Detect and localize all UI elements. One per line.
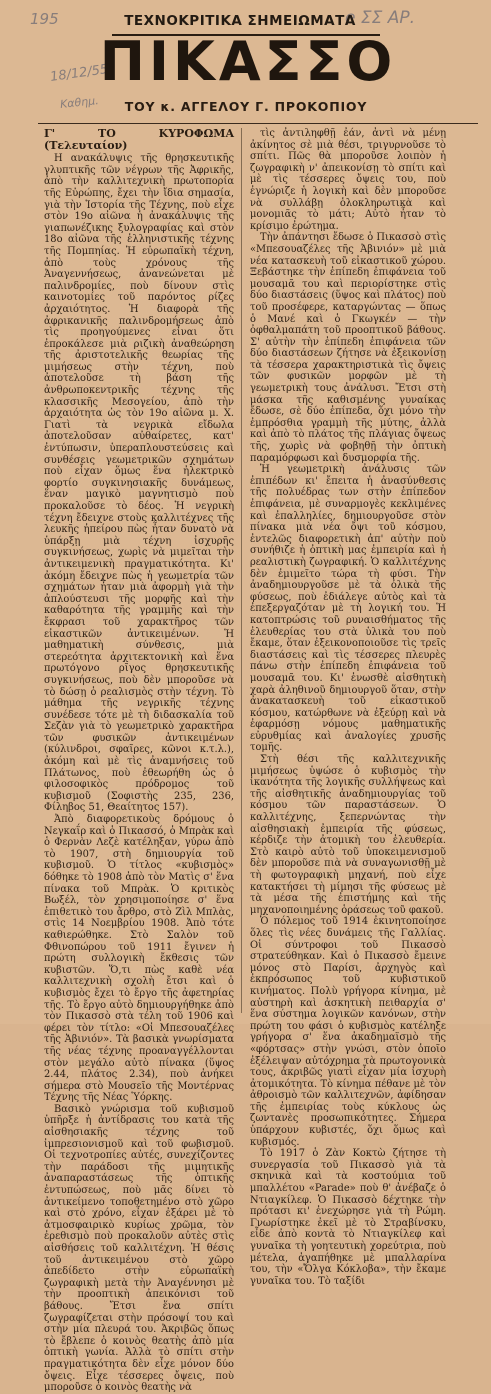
left-paragraph: Βασικὸ γνώρισμα τοῦ κυβισμοῦ ὑπῆρξε ἡ ἀντίδρασις του κατὰ τῆς αἰσθησιακῆς τέχνης τοῦ ἰμπρεσιονισμοῦ καὶ τοῦ φωβισμοῦ. Οἱ τεχνοτροπίες αὐτές, συνεχίζοντες τὴν παράδοσι τῆς μιμητικῆς ἀναπαραστάσεως τῆς ὀπτικῆς ἐντυπώσεως, ποὺ μᾶς δίνει τὸ ἀντικείμενο τοποθετημένο στὸ χῶρο καὶ στὸ χρόνο, εἶχαν ἐξάρει μὲ τὸ ἀτμοσφαιρικὸ κυρίως χρῶμα, τὸν ἐρεθισμὸ ποὺ προκαλοῦν αὐτὲς στὶς αἰσθήσεις τοῦ καλλιτέχνη. Ἡ θέσις τοῦ ἀντικειμένου στὸ χῶρο ἀπεδίδετο στὴν εὐρωπαϊκὴ ζωγραφικὴ μετὰ τὴν Ἀναγέννησι μὲ τὴν προοπτικὴ ἀπεικόνισι τοῦ βάθους. Ἔτσι ἕνα σπίτι ζωγραφίζεται στὴν πρόσοψί του καὶ στὴν μία πλευρά του. Ἀκριβῶς ὅπως τὸ ἔβλεπε ὁ κοινὸς θεατὴς ἀπὸ μία ὀπτικὴ γωνία. Ἀλλὰ τὸ σπίτι στὴν πραγματικότητα δὲν εἶχε μόνον δύο ὄψεις. Εἶχε τέσσερες ὄψεις, ποὺ μποροῦσε ὁ κοινὸς θεατὴς νὰ xyxy=(44,1103,234,1394)
right-paragraph: Στὴ θέσι τῆς καλλιτεχνικῆς μιμήσεως ὑψώσε ὁ κυβισμὸς τὴν ἱκανότητα τῆς λογικῆς συλλήψεως καὶ τῆς αἰσθητικῆς ἀναδημιουργίας τοῦ κόσμου τῶν παραστάσεων. Ὁ καλλιτέχνης, ξεπερνώντας τὴν αἰσθησιακὴ ἐμπειρία τῆς φύσεως, κέρδιζε τὴν ἀτομικὴ του ἐλευθερία. Στὸ καιρὸ αὐτὸ τοῦ ὑποκειμενισμοῦ δὲν μποροῦσε πιὰ νὰ συναγωνισθῇ μὲ τὴ φωτογραφικὴ μηχανή, ποὺ εἶχε κατακτήσει τὴ μίμησι τῆς φύσεως μὲ τὰ μέσα τῆς ἐπιστήμης καὶ τῆς μηχανοποιημένης ὁράσεως τοῦ φακοῦ. xyxy=(250,754,446,916)
right-paragraph: Τὸ 1917 ὁ Ζὰν Κοκτὼ ζήτησε τὴ συνεργασία τοῦ Πικασσὸ γιὰ τὰ σκηνικὰ καὶ τὰ κοστούμια τοῦ μπαλλέτου «Parade» ποὺ θ' ἀνέβαζε ὁ Ντιαγκίλεφ. Ὁ Πικασσὸ δέχτηκε τὴν πρότασι κι' ἐνεχώρησε γιὰ τὴ Ρώμη. Γνωρίστηκε ἐκεῖ μὲ τὸ Στραβίνσκυ, εἶδε ἀπὸ κοντὰ τὸ Ντιαγκίλεφ καὶ γυναῖκα τὴ γοητευτικὴ χορεύτρια, ποὺ μέτελα, ἀγαπήθηκε μὲ μπαλλαρίνα του, τὴν «Ὄλγα Κόκλοβα», τὴν ἔκαμε γυναῖκα του. Τὸ ταξίδι xyxy=(250,1148,446,1287)
right-paragraph: Ἡ γεωμετρικὴ ἀνάλυσις τῶν ἐπιπέδων κι' ἔπειτα ἡ ἀνασύνθεσις τῆς πολυέδρας των στὴν ἐπίπεδον ἐπιφάνεια, μὲ συναρμογὲς κεκλιμένες καὶ ἐπαλληλίες, δημιουργοῦσε στὸν πίνακα μιὰ νέα ὄψι τοῦ κόσμου, ἐντελῶς διαφορετικὴ ἀπ' αὐτὴν ποὺ συνήθιζε ἡ ὀπτικὴ μας ἐμπειρία καὶ ἡ ρεαλιστικὴ ζωγραφική. Ὁ καλλιτέχνης δὲν ἐμιμεῖτο τώρα τὴ φύσι. Τὴν ἀναδημιουργοῦσε μὲ τὰ ὀλικὰ τῆς φύσεως, ποὺ ἐδιάλεγε αὐτὸς καὶ τὰ ἐπεξεργαζόταν μὲ τὴ λογική του. Ἡ κατοπτρώσις τοῦ ρυναισθήματος τῆς ἐλευθερίας του στὰ ὑλικὰ του ποὺ ἔκαμε, ὅταν ἐξεικονοποιοῦσε τὶς τρεῖς διαστάσεις καὶ τὶς τέσσερες πλευρὲς πάνω στὴν ἐπίπεδη ἐπιφάνεια τοῦ μουσαμᾶ του. Κι' ἑνωσθὲ αἰσθητικὴ χαρὰ ἀληθινοῦ δημιουργοῦ ὅταν, στὴν ἀνακατασκευὴ τοῦ εἰκαστικοῦ κόσμου, κατώρθωνε νὰ ἐξεύρῃ καὶ νὰ ἐφαρμόσῃ νόμους μαθηματικῆς εὐρυθμίας καὶ ἀναλογίες χρυσῆς τομῆς. xyxy=(250,464,446,754)
article-title: ΠΙΚΑΣΣΟ xyxy=(99,30,397,93)
article-subheading: Γ' ΤΟ ΚΥΡΟΦΩΜΑ (Τελευταίον) xyxy=(44,127,234,152)
right-paragraph: Ὁ πόλεμος τοῦ 1914 ἐκινητοποίησε ὅλες τὶς νέες δυνάμεις τῆς Γαλλίας. Οἱ σύντροφοι τοῦ Πικασσὸ στρατεύθηκαν. Καὶ ὁ Πικασσὸ ἔμεινε μόνος στὸ Παρίσι, ἀρχηγὸς καὶ ἐκπρόσωπος τοῦ κυβιστικοῦ κινήματος. Πολὺ γρήγορα κίνημα, μὲ αὐστηρὴ καὶ ἀσκητικὴ πειθαρχία σ' ἕνα σύστημα λογικῶν κανόνων, στὴν πρώτη του φάσι ὁ κυβισμὸς κατέληξε γρήγορα σ' ἕνα ἀκαδημαϊσμὸ τῆς «φόρτσας» στὴν γνώσι, στὸν ὁποῖο ἐξέλειψαν αὐτόχρημα τὰ πρωτογονικὰ τους, ἀκριβῶς γιατὶ εἶχαν μία ἰσχυρὴ ἀτομικότητα. Τὸ κίνημα πέθανε μὲ τὸν ἀθροισμὸ τῶν καλλιτεχνῶν, ἀφίδησαν τῆς ἐμπειρίας τοὺς κύκλους ὡς ζωντανὲς προσωπικότητες. Σήμερα ὑπάρχουν κυβιστές, ὅχι ὅμως καὶ κυβισμός. xyxy=(250,916,446,1148)
left-column xyxy=(44,127,234,1394)
pencil-date: 18/12/55 xyxy=(49,62,110,85)
column-divider xyxy=(241,128,242,1013)
left-paragraph: Η ανακάλυψις τῆς θρησκευτικῆς γλυπτικῆς τῶν νέγρων τῆς Ἀφρικῆς, ἀπὸ τὴν καλλιτεχνικὴ πρωτοπορία τῆς Εὐρώπης, ἔχει τὴν ἴδια σημασία, γιὰ τὴν Ἱστορία τῆς Τέχνης, ποὺ εἶχε στὸν 19ο αἰῶνα ἡ ἀνακάλυψις τῆς γιαπωνέζικης ξυλογραφίας καὶ στὸν 18ο αἰῶνα τῆς ἑλληνιστικῆς τέχνης τῆς Πομπηίας. Ἡ εὐρωπαϊκὴ τέχνη, ἀπὸ τοὺς χρόνους τῆς Ἀναγεννήσεως, ἀνανεώνεται μὲ παλινδρομίες, ποὺ δίνουν στὶς καινοτομίες τοῦ παρόντος ρίζες ἀρχαιότητος. Ἡ διαφορὰ τῆς ἀφρικανικῆς παλινδρομήσεως ἀπὸ τὶς προηγούμενες εἶναι ὅτι ἐπροκάλεσε μιὰ ριζικὴ ἀναθεώρηση τῆς ἀριστοτελικῆς θεωρίας τῆς μιμήσεως στὴν τέχνη, ποὺ ἀποτελοῦσε τὴ βάση τῆς ἀνθρωποκεντρικῆς τέχνης τῆς κλασσικῆς Μεσογείου, ἀπὸ τὴν ἀρχαιότητα ὡς τὸν 19ο αἰῶνα μ. Χ. Γιατὶ τὰ νεγρικὰ εἴδωλα ἀποτελοῦσαν αὐθαίρετες, κατ' ἐντύπωσιν, ὑπεραπλουστεύσεις καὶ συνθέσεις γεωμετρικῶν σχημάτων ποὺ εἶχαν ὅμως ἕνα ἠλεκτρικὸ φορτίο συγκινησιακῆς δυνάμεως, ἕναν μαγικὸ μαγνητισμὸ ποὺ προκαλοῦσε τὸ δέος. Ἡ νεγρικὴ τέχνη ἔδειχνε στοὺς καλλιτέχνες τῆς λευκῆς ἠπείρου πὼς ἦταν δυνατὸ νὰ ὑπάρξῃ μιὰ τέχνη ἰσχυρῆς συγκινήσεως, χωρὶς νὰ μιμεῖται τὴν ἀντικειμενικὴ πραγματικότητα. Κι' ἀκόμη ἔδειχνε πὼς ἡ γεωμετρία τῶν σχημάτων ἦταν μιὰ ἀφορμὴ γιὰ τὴν ἀπλούστευσι τῆς μορφῆς καὶ τὴν καθαρότητα τῆς γραμμῆς καὶ τὴν ἔκφρασι τοῦ χαρακτῆρος τῶν εἰκαστικῶν ἀντικειμένων. Ἡ μαθηματικὴ σύνθεσις, μιὰ στερεότητα ἀρχιτεκτονικὴ καὶ ἕνα πρωτόγονο ρῖγος θρησκευτικῆς συγκινήσεως, ποὺ δὲν μποροῦσε νὰ τὸ δώσῃ ὁ ρεαλισμὸς στὴν τέχνη. Τὸ μάθημα τῆς νεγρικῆς τέχνης συνέδεσε τότε μὲ τὴ διδασκαλία τοῦ Σεζὰν γιὰ τὸ γεωμετρικὸ χαρακτῆρα τῶν φυσικῶν ἀντικειμένων (κύλινδροι, σφαῖρες, κῶνοι κ.τ.λ.), ἀκόμη καὶ μὲ τὶς ἀναμνήσεις τοῦ Πλάτωνος, ποὺ ἐθεωρήθη ὡς ὁ φιλοσοφικὸς πρόδρομος τοῦ κυβισμοῦ (Σοφιστὴς 235, 236, Φίληβος 51, Θεαίτητος 157). xyxy=(44,153,234,814)
pencil-source: Καθημ. xyxy=(59,94,100,111)
section-header: ΤΕΧΝΟΚΡΙΤΙΚΑ ΣΗΜΕΙΩΜΑΤΑ xyxy=(124,13,356,29)
left-paragraph: Ἀπὸ διαφορετικοὺς δρόμους ὁ Νεγκαΐρ καὶ ὁ Πικασσό, ὁ Μπρὰκ καὶ ὁ Φερνὰν Λεζὲ κατέληξαν, γύρω ἀπὸ τὸ 1907, στὴ δημιουργία τοῦ κυβισμοῦ. Ὁ τίτλος «κυβισμὸς» δόθηκε τὸ 1908 ἀπὸ τὸν Ματὶς σ' ἕνα πίνακα τοῦ Μπρὰκ. Ὁ κριτικὸς Βωξέλ, τὸν χρησιμοποίησε σ' ἕνα ἐπιθετικὸ του ἄρθρο, στὸ Ζὶλ Μπλὰς, στὶς 14 Νοεμβρίου 1908. Ἀπὸ τότε καθιερώθηκε. Στὸ Σαλὸν τοῦ Φθινοπώρου τοῦ 1911 ἔγινεν ἡ πρώτη συλλογικὴ ἔκθεσις τῶν κυβιστῶν. Ὅ,τι πὼς καθὲ νέα καλλιτεχνικὴ σχολὴ ἔτσι καὶ ὁ κυβισμὸς ἔχει τὸ ἔργο τῆς ἀφετηρίας τῆς. Τὸ ἔργο αὐτὸ δημιουργήθηκε ἀπὸ τὸν Πικασσὸ στὰ τέλη τοῦ 1906 καὶ φέρει τὸν τίτλο: «Οἱ Μπεσουαζέλες τῆς Ἀβινιόν». Τὰ βασικὰ γνωρίσματα τῆς νέας τέχνης προαναγγέλλονται στὸν μεγάλο αὐτὸ πίνακα (ὕψος 2.44, πλάτος 2.34), ποὺ ἀνήκει σήμερα στὸ Μουσεῖο τῆς Μοντέρνας Τέχνης τῆς Νέας Ὑόρκης. xyxy=(44,814,234,1104)
top-divider xyxy=(38,123,478,124)
pencil-note-top-left: 195 xyxy=(30,10,59,28)
right-paragraph: τὶς ἀντιληφθῇ ἐάν, ἀντὶ νὰ μένῃ ἀκίνητος σὲ μιὰ θέσι, τριγυρνοῦσε τὸ σπίτι. Πῶς θὰ μποροῦσε λοιπὸν ἡ ζωγραφικὴ ν' ἀπεικονίσῃ τὸ σπίτι καὶ μὲ τὶς τέσσερες ὄψεις του, ποὺ ἐγνώριζε ἡ λογικὴ καὶ δὲν μποροῦσε νὰ συλλάβῃ ὁλοκληρωτικὰ καὶ μονομιᾶς τὸ μάτι; Αὐτὸ ἦταν τὸ κρίσιμο ἐρώτημα. xyxy=(250,128,446,232)
pencil-note-top-right: e ΣΣ ΑΡ. xyxy=(345,8,416,28)
article-byline: ΤΟΥ κ. ΑΓΓΕΛΟΥ Γ. ΠΡΟΚΟΠΙΟΥ xyxy=(124,99,368,114)
right-column xyxy=(250,128,446,1287)
right-paragraph: Τὴν ἀπάντησι ἔδωσε ὁ Πικασσὸ στὶς «Μπεσουαζέλες τῆς Ἀβινιόν» μὲ μιὰ νέα κατασκευὴ τοῦ εἰκαστικοῦ χώρου. Ξεβάστηκε τὴν ἐπίπεδη ἐπιφάνεια τοῦ μουσαμᾶ του καὶ περιορίστηκε στὶς δύο διαστάσεις (ὕψος καὶ πλάτος) ποὺ τοῦ προσέφερε, καταργώντας — ὅπως ὁ Μανέ καὶ ὁ Γκωγκέν — τὴν ὀφθαλμαπάτη τοῦ προοπτικοῦ βάθους. Σ' αὐτὴν τὴν ἐπίπεδη ἐπιφάνεια τῶν δύο διαστάσεων ζήτησε νὰ ἐξεικονίσῃ τὰ τέσσερα χαρακτηριστικὰ τὶς ὄψεις τῶν φυσικῶν μορφῶν μὲ τὴ γεωμετρικὴ τους ἀνάλυσι. Ἔτσι στὴ μάσκα τῆς καθισμένης γυναίκας ἔδωσε, σὲ δύο ἐπίπεδα, ὅχι μόνο τὴν ἐμπρόσθια γραμμὴ τῆς μύτης, ἀλλὰ καὶ ἀπὸ τὸ πλάτος τῆς πλάγιας ὄψεως τῆς, χωρὶς νὰ φοβηθῇ τὴν ὀπτικὴ παραμόρφωσι καὶ δυσμορφία τῆς. xyxy=(250,232,446,464)
